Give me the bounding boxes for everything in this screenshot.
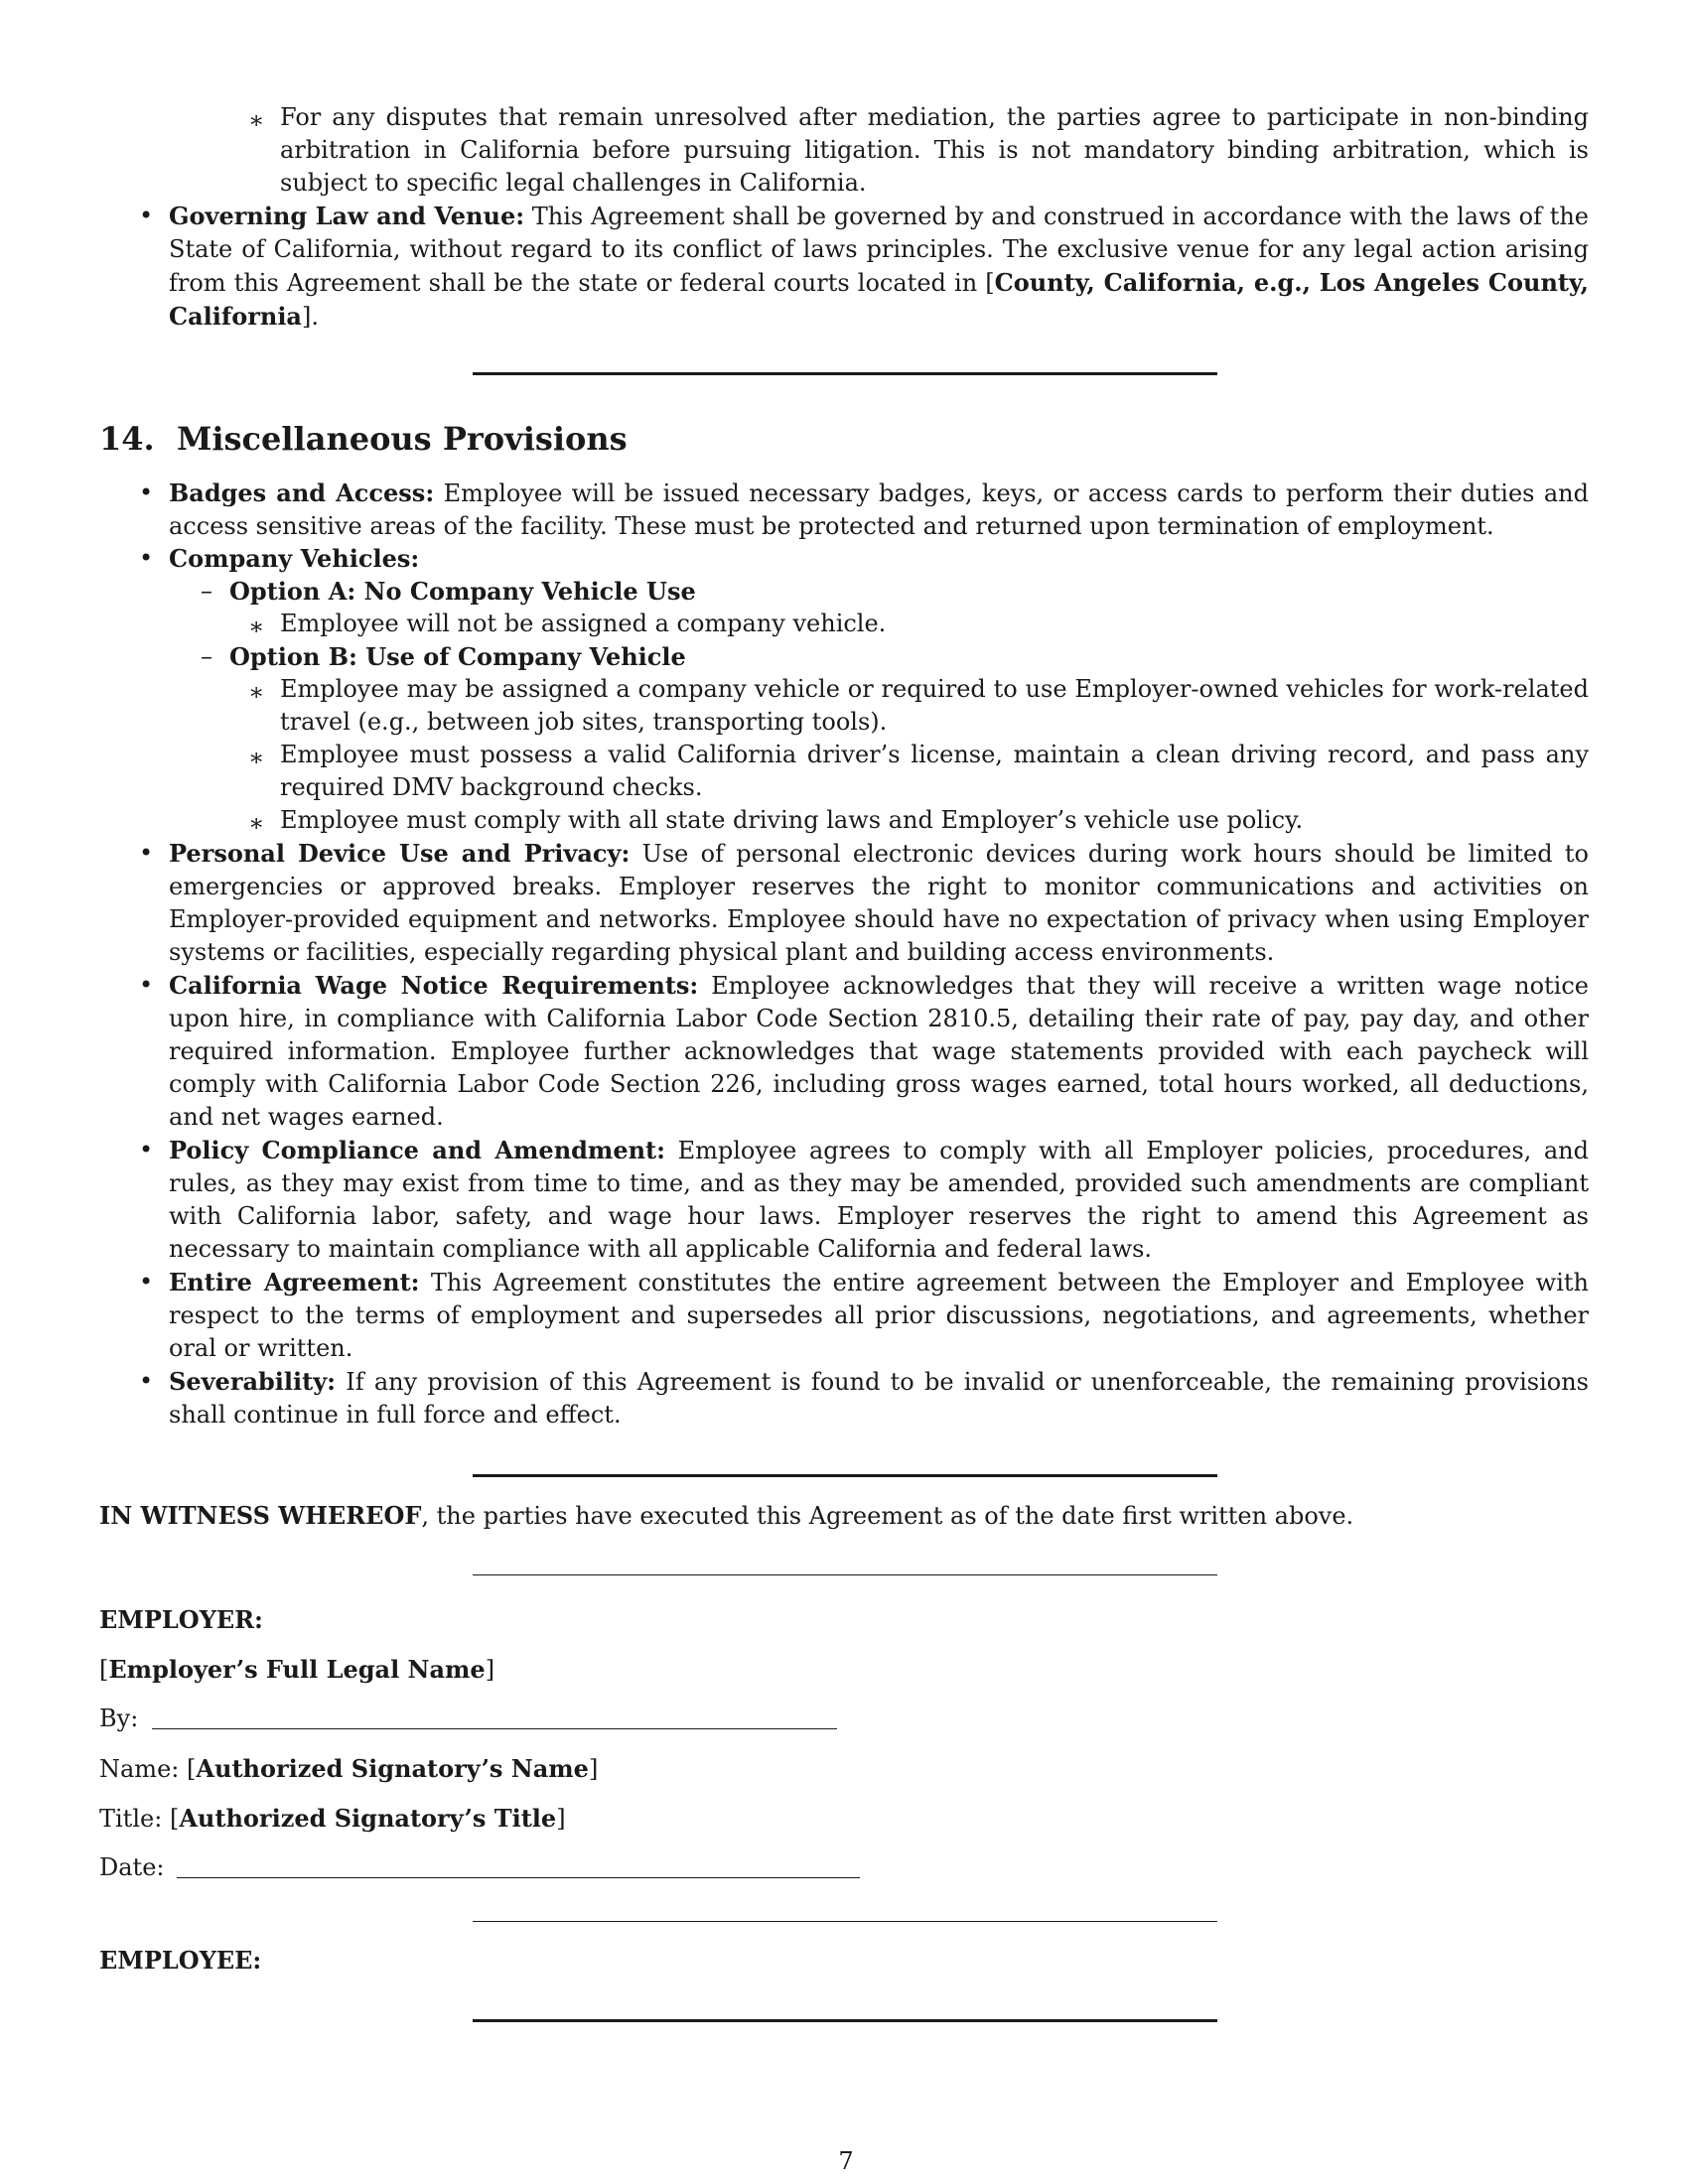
sub-bullet: ∗: [248, 106, 265, 134]
bracket-close: ]: [588, 1755, 599, 1783]
policy-label: Policy Compliance and Amendment:: [169, 1136, 665, 1164]
section-14-heading: [99, 419, 628, 459]
bullet: •: [139, 202, 154, 229]
severability-label: Severability:: [169, 1367, 337, 1396]
bracket-close: ]: [485, 1656, 495, 1684]
device-item: [169, 837, 1589, 969]
bullet: •: [139, 544, 154, 572]
severability-text: If any provision of this Agreement is found to be invalid or unenforceable, the remaining provisions shall continue in full force and effect.: [169, 1368, 1589, 1429]
wage-text: Employee acknowledges that they will receive a written wage notice upon hire, in compliance with California Labor Code Section 2810.5, detailing their rate of pay, pay day, and other required information. Employee further acknowledges that wage statements provided with each paycheck will comply with California Labor Code Section 226, including gross wages earned, total hours worked, all deductions, and net wages earned.: [169, 972, 1589, 1131]
vehicles-label: [169, 542, 419, 576]
signatory-title: Authorized Signatory’s Title: [179, 1804, 557, 1833]
signatory-name-line: [99, 1752, 598, 1786]
option-b: [229, 640, 686, 674]
bullet: •: [139, 478, 154, 506]
sub-bullet: ∗: [248, 809, 265, 837]
name-label: Name:: [99, 1755, 180, 1783]
dash-bullet: –: [201, 577, 212, 605]
governing-law-text: This Agreement shall be governed by and construed in accordance with the laws of the State of California, without regard to its conflict of laws principles. The exclusive venue for any legal action arising from this Agreement shall be the state or federal courts located in: [169, 203, 1589, 297]
bracket-open: [: [169, 1805, 180, 1833]
dash-bullet: –: [201, 642, 212, 670]
option-b-item-2: Employee must possess a valid California driver’s license, maintain a clean driving record, and pass any required DMV background checks.: [280, 741, 1589, 801]
date-label: Date:: [99, 1853, 165, 1881]
arbitration-text: For any disputes that remain unresolved after mediation, the parties agree to participate in non-binding arbitration in California before pursuing litigation. This is not mandatory binding arbitration, which is subject to specific legal challenges in California.: [280, 103, 1589, 197]
section-divider: [473, 1474, 1217, 1477]
signature-divider: [473, 1574, 1217, 1575]
witness-bold: IN WITNESS WHEREOF: [99, 1501, 422, 1530]
signature-divider: [473, 1921, 1217, 1922]
page-number: 7: [838, 2147, 854, 2175]
section-number: 14.: [99, 420, 155, 458]
entire-text: This Agreement constitutes the entire agreement between the Employer and Employee with respect to the terms of employment and supersedes all prior discussions, negotiations, and agreements, whether oral or written.: [169, 1269, 1590, 1362]
policy-item: [169, 1134, 1589, 1266]
bracket-close: ].: [301, 303, 319, 331]
device-text: Use of personal electronic devices during work hours should be limited to emergencies or approved breaks. Employer reserves the right to monitor communications and activities on Employer-provided equipment and networks. Employee should have no expectation of privacy when using Employer systems or facilities, especially regarding physical plant and building access environments.: [169, 840, 1589, 966]
option-a-item: Employee will not be assigned a company vehicle.: [280, 610, 887, 637]
option-b-item-1: Employee may be assigned a company vehicle or required to use Employer-owned vehicles for work-related travel (e.g., between job sites, transporting tools).: [280, 675, 1589, 736]
employer-heading-text: EMPLOYER:: [99, 1605, 263, 1634]
county-placeholder: County, California, e.g., Los Angeles County, California: [169, 268, 1590, 331]
option-a: [229, 575, 696, 609]
by-label: By:: [99, 1705, 139, 1732]
option-b-label: Option B: Use of Company Vehicle: [229, 642, 686, 671]
badges-text: Employee will be issued necessary badges, keys, or access cards to perform their duties and access sensitive areas of the facility. These must be protected and returned upon termination of employment.: [169, 479, 1590, 540]
device-label: Personal Device Use and Privacy:: [169, 839, 631, 868]
witness-statement: [99, 1499, 1589, 1533]
sub-bullet: ∗: [248, 744, 265, 771]
sub-bullet: ∗: [248, 678, 265, 706]
signatory-title-line: [99, 1802, 566, 1836]
bullet: •: [139, 1136, 154, 1163]
option-b-item-3: Employee must comply with all state driving laws and Employer’s vehicle use policy.: [280, 806, 1304, 834]
signatory-name: Authorized Signatory’s Name: [196, 1754, 589, 1783]
employer-name-placeholder: Employer’s Full Legal Name: [108, 1655, 486, 1684]
date-signature-line[interactable]: [177, 1877, 860, 1878]
employee-heading-text: EMPLOYEE:: [99, 1946, 262, 1975]
bracket-open: [: [985, 269, 995, 297]
entire-label: Entire Agreement:: [169, 1268, 420, 1297]
bullet: •: [139, 971, 154, 999]
witness-text: , the parties have executed this Agreement as of the date first written above.: [421, 1502, 1354, 1530]
section-divider: [473, 372, 1217, 375]
severability-item: [169, 1365, 1589, 1432]
vehicles-label-text: Company Vehicles:: [169, 544, 420, 573]
wage-item: [169, 969, 1589, 1134]
bullet: •: [139, 1367, 154, 1395]
bullet: •: [139, 1268, 154, 1296]
bracket-close: ]: [556, 1805, 566, 1833]
badges-label: Badges and Access:: [169, 478, 435, 507]
title-label: Title:: [99, 1805, 163, 1833]
section-divider: [473, 2019, 1217, 2022]
policy-text: Employee agrees to comply with all Employer policies, procedures, and rules, as they may exist from time to time, and as they may be amended, provided such amendments are compliant with California labor, safety, and wage hour laws. Employer reserves the right to amend this Agreement as necessary to maintain compliance with all applicable California and federal laws.: [169, 1137, 1590, 1263]
governing-law-item: [169, 200, 1589, 334]
wage-label: California Wage Notice Requirements:: [169, 971, 699, 1000]
section-title: Miscellaneous Provisions: [176, 420, 628, 458]
bullet: •: [139, 839, 154, 867]
option-a-label: Option A: No Company Vehicle Use: [229, 577, 696, 606]
employer-name-line: [99, 1653, 494, 1687]
bracket-open: [: [187, 1755, 197, 1783]
employer-heading: [99, 1603, 263, 1637]
badges-item: [169, 477, 1589, 543]
sub-bullet: ∗: [248, 613, 265, 640]
by-signature-line[interactable]: [152, 1728, 837, 1729]
bracket-open: [: [99, 1656, 109, 1684]
entire-item: [169, 1266, 1589, 1365]
employee-heading: [99, 1944, 261, 1978]
governing-law-label: Governing Law and Venue:: [169, 202, 525, 230]
